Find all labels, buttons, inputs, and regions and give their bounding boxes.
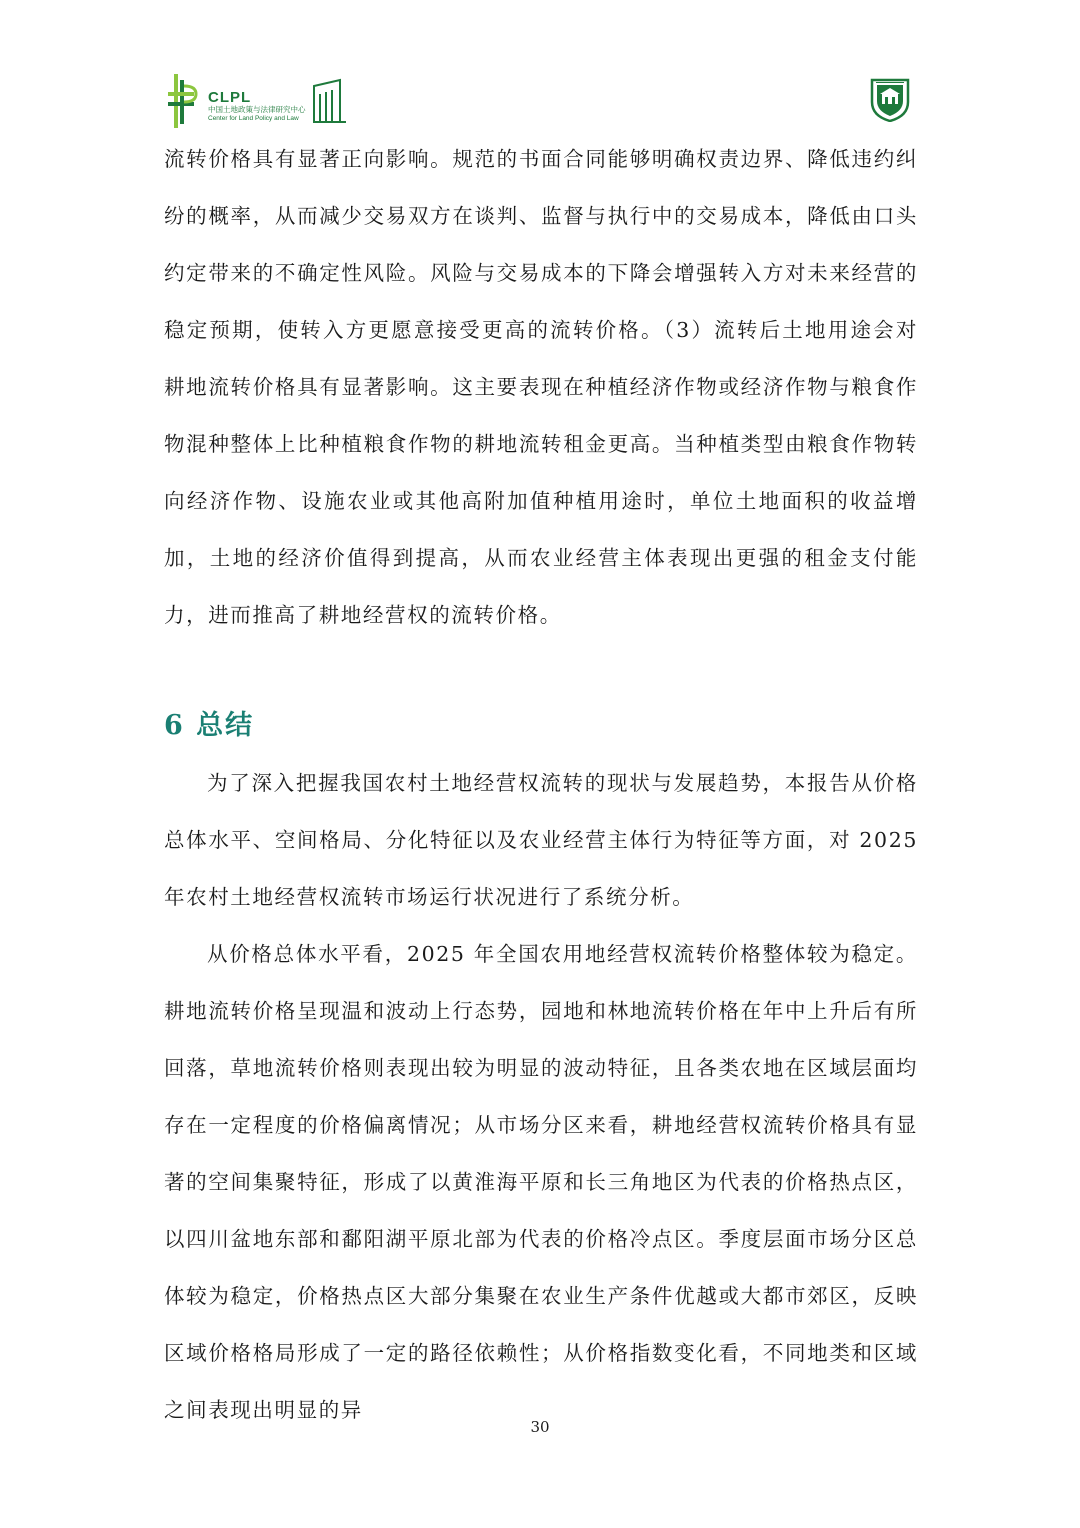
logo-english-name: Center for Land Policy and Law (208, 115, 299, 122)
summary-paragraph-2: 从价格总体水平看，2025 年全国农用地经营权流转价格整体较为稳定。耕地流转价格呈现温和波动上行态势，园地和林地流转价格在年中上升后有所回落，草地流转价格则表现出较为明显的波动特征，且各类农地在区域层面均存在一定程度的价格偏离情况；从市场分区来看，耕地经营权流转价格具有显著的空间集聚特征，形成了以黄淮海平原和长三角地区为代表的价格热点区，以四川盆地东部和鄱阳湖平原北部为代表的价格冷点区。季度层面市场分区总体较为稳定，价格热点区大部分集聚在农业生产条件优越或大都市郊区，反映区域价格格局形成了一定的路径依赖性；从价格指数变化看，不同地类和区域之间表现出明显的异 (164, 942, 918, 1422)
logo-abbreviation: CLPL (208, 89, 252, 106)
clpl-logo-text (208, 90, 306, 123)
university-emblem-icon (868, 76, 912, 122)
continuation-block (164, 131, 918, 644)
university-emblem (868, 76, 912, 122)
summary-paragraph-1: 为了深入把握我国农村土地经营权流转的现状与发展趋势，本报告从价格总体水平、空间格局、分化特征以及农业经营主体行为特征等方面，对 2025 年农村土地经营权流转市场运行状况进行了系统分析。 (164, 771, 918, 909)
summary-block (164, 755, 918, 1439)
page-number: 30 (530, 1418, 550, 1436)
logo-chinese-name: 中国土地政策与法律研究中心 (208, 105, 306, 114)
continuation-paragraph: 流转价格具有显著正向影响。规范的书面合同能够明确权责边界、降低违约纠纷的概率，从而减少交易双方在谈判、监督与执行中的交易成本，降低由口头约定带来的不确定性风险。风险与交易成本的下降会增强转入方对未来经营的稳定预期，使转入方更愿意接受更高的流转价格。（3）流转后土地用途会对耕地流转价格具有显著影响。这主要表现在种植经济作物或经济作物与粮食作物混种整体上比种植粮食作物的耕地流转租金更高。当种植类型由粮食作物转向经济作物、设施农业或其他高附加值种植用途时，单位土地面积的收益增加，土地的经济价值得到提高，从而农业经营主体表现出更强的租金支付能力，进而推高了耕地经营权的流转价格。 (164, 147, 918, 627)
section-heading: 6 总结 (164, 710, 255, 741)
